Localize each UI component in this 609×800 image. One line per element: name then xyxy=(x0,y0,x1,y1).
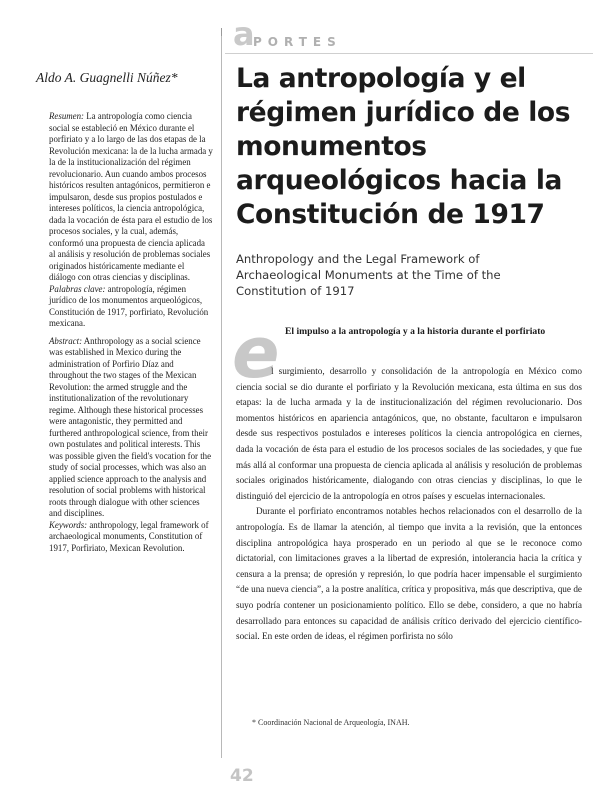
header-rule xyxy=(225,53,593,54)
keywords-paragraph xyxy=(49,520,213,555)
body-text xyxy=(236,364,582,645)
author-name: Aldo A. Guagnelli Núñez* xyxy=(36,70,178,85)
keywords-label: Keywords: xyxy=(49,519,88,530)
column-divider xyxy=(221,36,222,758)
body-paragraph-1: l surgimiento, desarrollo y consolidación de la antropología en México como ciencia social se dio durante el porfiriato y la Revolución mexicana, esta última en sus dos etapas: la de lucha armada y la de institucionalización del régimen revolucionario. Dos momentos históricos en apariencia antagónicos, que, no obstante, facultaron e impulsaron desde sus respectivos postulados e intereses políticos la ciencia antropológica en ciernes, dada la vocación de ésta para el estudio de los procesos sociales de las sociedades, y que fue más allá al conformar una propuesta de ciencia aplicada al análisis y resolución de problemas sociales originados históricamente, dialogando con otras ciencias y disciplinas, lo que le distinguió del ejercicio de la antropología en otros países y escuelas internacionales. xyxy=(236,366,582,501)
section-heading: El impulso a la antropología y a la historia durante el porfiriato xyxy=(285,326,546,337)
section-label: PORTES xyxy=(253,35,342,49)
resumen-paragraph xyxy=(49,111,213,284)
abstract-text: Anthropology as a social science was established in Mexico during the administration of Porfirio Díaz and throughout the two stages of the Mexican Revolution: the armed struggle and the institutionalization of the revolutionary regime. Although these historical processes were antagonistic, they permitted and furthered anthropological science, from their own postulates and political interests. This was possible given the field's vocation for the study of social processes, which was also an applied science approach to the analysis and resolution of social problems with historical roots through dialogue with other sciences and disciplines. xyxy=(49,335,212,518)
footnote: * Coordinación Nacional de Arqueología, INAH. xyxy=(252,718,410,727)
resumen-text: La antropología como ciencia social se estableció en México durante el porfiriato y a lo largo de las dos etapas de la Revolución mexicana: la de la lucha armada y la de la institucionalización del régimen revolucionario. Aun cuando ambos procesos históricos resulten antagónicos, permitieron e impulsaron, desde sus propios postulados e intereses políticos, la ciencia antropológica, dada la vocación de ésta para el estudio de los procesos sociales, y la cual, además, conformó una propuesta de ciencia aplicada al análisis y resolución de problemas sociales originados históricamente mediante el diálogo con otras ciencias y disciplinas. xyxy=(49,111,213,282)
abstract-column xyxy=(49,111,213,554)
article-subtitle: Anthropology and the Legal Framework of Archaeological Monuments at the Time of the Constitution of 1917 xyxy=(236,252,501,299)
palabras-clave-label: Palabras clave: xyxy=(49,283,106,294)
abstract-label: Abstract: xyxy=(49,335,83,346)
article-title: La antropología y el régimen jurídico de los monumentos arqueológicos hacia la Constitución de 1917 xyxy=(236,63,571,230)
palabras-clave-paragraph xyxy=(49,284,213,330)
page-number: 42 xyxy=(230,766,254,786)
resumen-label: Resumen: xyxy=(49,111,84,121)
body-paragraph-2: Durante el porfiriato encontramos notables hechos relacionados con el desarrollo de la antropología. Es de llamar la atención, al tiempo que invita a la revisión, que la entonces disciplina antropológica haya prosperado en un periodo al que se le reconoce como dictatorial, con limitaciones graves a la libertad de expresión, intolerancia hacia la crítica y censura a la prensa; de opresión y represión, lo que podría hacer impensable el surgimiento “de una nueva ciencia”, a la postre analítica, crítica y propositiva, más que descriptiva, que de suyo podría contener un posicionamiento político. Ello se debe, considero, a que no habría desarrollado para entonces su capacidad de análisis crítico derivado del ejercicio científico-social. En este orden de ideas, el régimen porfirista no sólo xyxy=(236,506,582,642)
drop-cap-letter: e xyxy=(232,312,280,394)
palabras-clave-text: antropología, régimen jurídico de los monumentos arqueológicos, Constitución de 1917, porfiriato, Revolución mexicana. xyxy=(49,283,209,328)
keywords-text: anthropology, legal framework of archaeological monuments, Constitution of 1917, Porfiriato, Mexican Revolution. xyxy=(49,519,209,553)
abstract-paragraph xyxy=(49,336,213,520)
section-letter: a xyxy=(233,15,255,53)
